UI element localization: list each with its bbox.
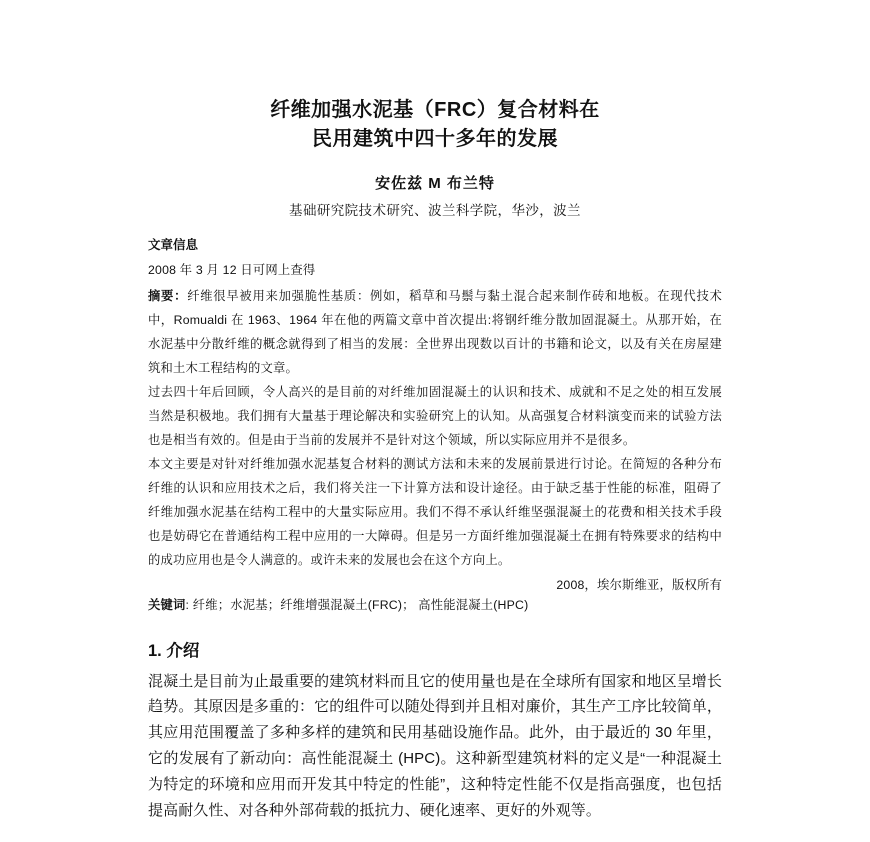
- section-1-paragraph: 混凝土是目前为止最重要的建筑材料而且它的使用量也是在全球所有国家和地区呈增长趋势。其原因是多重的：它的组件可以随处得到并且相对廉价，其生产工序比较简单，其应用范围覆盖了多种多样的建筑和民用基础设施作品。此外，由于最近的 30 年里，它的发展有了新动向：高性能混凝土 (HPC)。这种新型建筑材料的定义是“一种混凝土为特定的环境和应用而开发其中特定的性能”，这种特定性能不仅是指高强度，也包括提高耐久性、对各种外部荷载的抵抗力、硬化速率、更好的外观等。: [148, 672, 722, 819]
- abstract-body: 纤维很早被用来加强脆性基质：例如，稻草和马鬃与黏土混合起来制作砖和地板。在现代技术中，Romualdi 在 1963、1964 年在他的两篇文章中首次提出:将钢纤维分散加固混凝土。从那开始，在水泥基中分散纤维的概念就得到了相当的发展：全世界出现数以百计的书籍和论文，以及有关在房屋建筑和土木工程结构的文章。: [148, 288, 723, 375]
- abstract-paragraph-3: 本文主要是对针对纤维加强水泥基复合材料的测试方法和未来的发展前景进行讨论。在简短的各种分布纤维的认识和应用技术之后，我们将关注一下计算方法和设计途径。由于缺乏基于性能的标准，阻碍了纤维加强水泥基在结构工程中的大量实际应用。我们不得不承认纤维坚强混凝土的花费和相关技术手段也是妨碍它在普通结构工程中应用的一大障碍。但是另一方面纤维加强混凝土在拥有特殊要求的结构中的成功应用也是令人满意的。或许未来的发展也会在这个方向上。: [148, 456, 722, 567]
- keywords-line: [148, 595, 722, 613]
- abstract-paragraph-2: 过去四十年后回顾，令人高兴的是目前的对纤维加固混凝土的认识和技术、成就和不足之处的相互发展当然是积极地。我们拥有大量基于理论解决和实验研究上的认知。从高强复合材料演变而来的试验方法也是相当有效的。但是由于当前的发展并不是针对这个领域，所以实际应用并不是很多。: [148, 384, 722, 447]
- author-name: 安佐兹 M 布兰特: [375, 175, 495, 192]
- page-title: [148, 96, 722, 154]
- title-line-1: 纤维加强水泥基（FRC）复合材料在: [270, 99, 600, 121]
- copyright-line: 2008，埃尔斯维亚，版权所有: [556, 577, 722, 592]
- article-info-label: 文章信息: [148, 238, 199, 252]
- keywords-label: 关键词: [148, 597, 186, 612]
- abstract-paragraph: [148, 285, 722, 381]
- abstract-label: 摘要：: [148, 288, 188, 303]
- section-1-heading: 1. 介绍: [148, 641, 200, 660]
- keywords-body: : 纤维；水泥基；纤维增强混凝土(FRC)； 高性能混凝土(HPC): [185, 597, 529, 612]
- online-date: 2008 年 3 月 12 日可网上查得: [148, 263, 316, 277]
- author-affiliation: 基础研究院技术研究、波兰科学院，华沙，波兰: [289, 203, 581, 218]
- title-line-2: 民用建筑中四十多年的发展: [312, 128, 558, 150]
